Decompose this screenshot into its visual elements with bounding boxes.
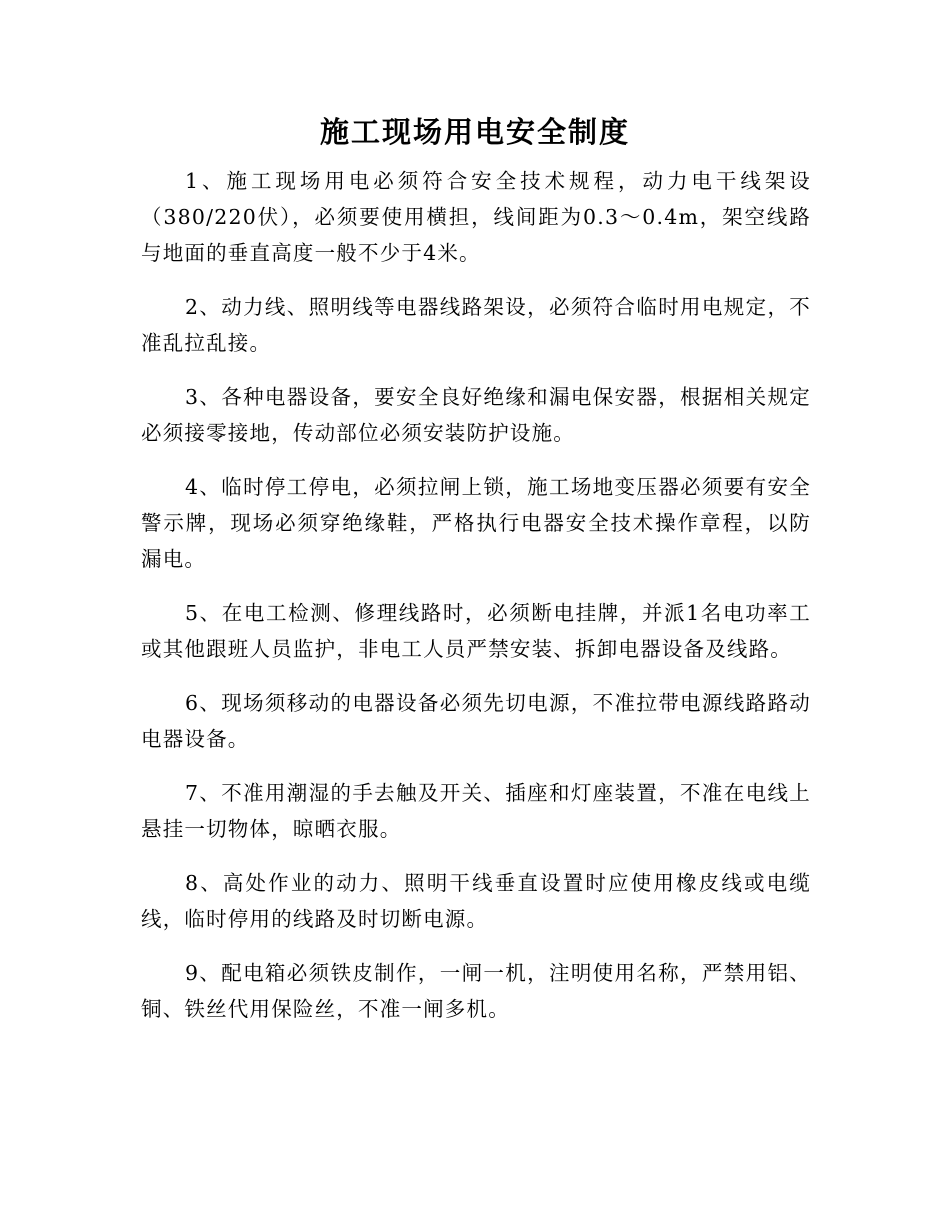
paragraph-3: 3、各种电器设备，要安全良好绝缘和漏电保安器，根据相关规定必须接零接地，传动部位必须安装防护设施。 bbox=[141, 385, 811, 445]
paragraph-4: 4、临时停工停电，必须拉闸上锁，施工场地变压器必须要有安全警示牌，现场必须穿绝缘鞋，严格执行电器安全技术操作章程，以防漏电。 bbox=[141, 475, 811, 571]
paragraph-9: 9、配电箱必须铁皮制作，一闸一机，注明使用名称，严禁用铝、铜、铁丝代用保险丝，不准一闸多机。 bbox=[141, 961, 811, 1021]
paragraph-2: 2、动力线、照明线等电器线路架设，必须符合临时用电规定，不准乱拉乱接。 bbox=[141, 295, 811, 355]
paragraph-6: 6、现场须移动的电器设备必须先切电源，不准拉带电源线路路动电器设备。 bbox=[141, 691, 811, 751]
paragraph-5: 5、在电工检测、修理线路时，必须断电挂牌，并派1名电功率工或其他跟班人员监护，非电工人员严禁安装、拆卸电器设备及线路。 bbox=[141, 601, 811, 661]
document-body bbox=[141, 163, 811, 1045]
paragraph-7: 7、不准用潮湿的手去触及开关、插座和灯座装置，不准在电线上悬挂一切物体，晾晒衣服。 bbox=[141, 781, 811, 841]
document-title: 施工现场用电安全制度 bbox=[319, 115, 630, 149]
paragraph-1: 1、施工现场用电必须符合安全技术规程，动力电干线架设（380/220伏），必须要使用横担，线间距为0.3～0.4m，架空线路与地面的垂直高度一般不少于4米。 bbox=[141, 169, 811, 265]
paragraph-8: 8、高处作业的动力、照明干线垂直设置时应使用橡皮线或电缆线，临时停用的线路及时切断电源。 bbox=[141, 871, 811, 931]
